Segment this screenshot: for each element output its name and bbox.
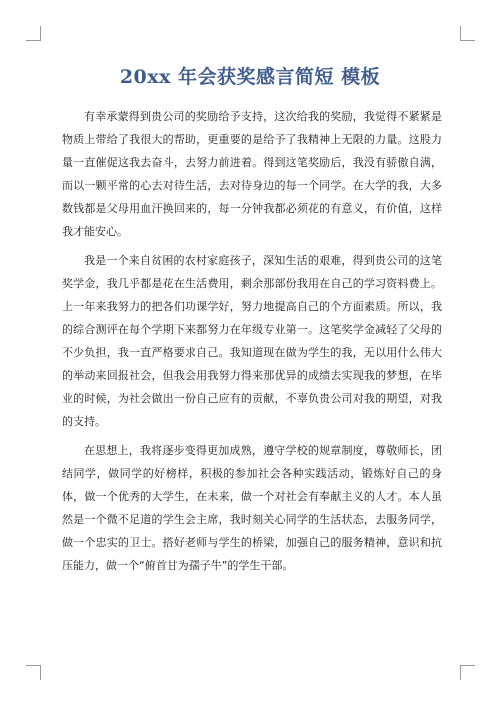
document-body [62,105,442,583]
crop-mark-top-left [26,26,41,41]
crop-mark-bottom-right [460,665,475,680]
paragraph: 我是一个来自贫困的农村家庭孩子，深知生活的艰难，得到贵公司的这笔奖学金，我几乎都是花在生活费用，剩余那部份我用在自己的学习资料费上。上一年来我努力的把各们功课学好，努力地提高自己的个方面素质。所以，我的综合测评在每个学期下来都努力在年级专业第一。这笔奖学金减轻了父母的不少负担，我一直严格要求自己。我知道现在做为学生的我，无以用什么伟大的举动来回报社会，但我会用我努力得来那优异的成绩去实现我的梦想，在毕业的时候，为社会做出一份自己应有的贡献，不辜负贵公司对我的期望，对我的支持。 [62,254,442,428]
document-title: 20xx 年会获奖感言简短 模板 [119,66,381,88]
paragraph: 有幸承蒙得到贵公司的奖励给予支持，这次给我的奖励，我觉得不紧紧是物质上带给了我很大的帮助，更重要的是给予了我精神上无限的力量。这股力量一直催促这我去奋斗，去努力前进着。得到这笔奖励后，我没有骄傲自满，而以一颗平常的心去对待生活，去对待身边的每一个同学。在大学的我，大多数钱都是父母用血汗换回来的，每一分钟我都必须花的有意义，有价值，这样我才能安心。 [62,110,442,238]
crop-mark-bottom-left [26,665,41,680]
crop-mark-top-right [460,26,475,41]
paragraph: 在思想上，我将逐步变得更加成熟，遵守学校的规章制度，尊敬师长，团结同学，做同学的好榜样，积极的参加社会各种实践活动，锻炼好自己的身体，做一个优秀的大学生，在未来，做一个对社会有奉献主义的人才。本人虽然是一个微不足道的学生会主席，我时刻关心同学的生活状态，去服务同学，做一个忠实的卫士。搭好老师与学生的桥梁，加强自己的服务精神，意识和抗压能力，做一个“俯首甘为孺子牛”的学生干部。 [62,444,442,572]
